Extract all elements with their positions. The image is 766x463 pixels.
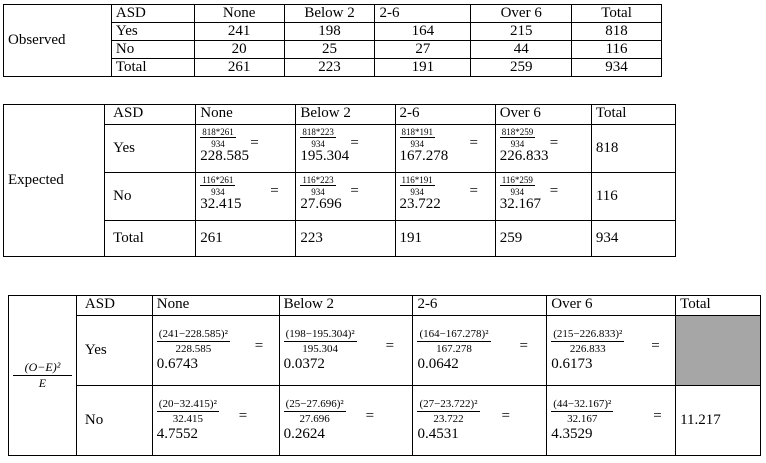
fraction: $\frac{\text{(198−195.304)²}}{195.304}$ xyxy=(285,328,355,355)
cell-value: 20 xyxy=(194,41,284,59)
fraction: $\frac{818*259}{934}$ xyxy=(501,127,534,149)
fraction: $\frac{\text{(20−32.415)²}}{32.415}$ xyxy=(158,398,217,425)
expected-cell xyxy=(196,173,296,221)
row-total: 116 xyxy=(591,173,675,221)
equals-sign: = xyxy=(549,183,559,199)
chi-value: 4.3529 xyxy=(551,426,593,442)
cell-value: 27 xyxy=(375,41,471,59)
equals-sign: = xyxy=(350,183,359,199)
cell-value: 934 xyxy=(572,59,662,77)
expected-value: 32.167 xyxy=(499,196,541,212)
equals-sign: = xyxy=(501,408,510,424)
header-total: Total xyxy=(591,105,675,125)
equals-sign: = xyxy=(270,183,279,199)
header-below-2: Below 2 xyxy=(296,105,395,125)
observed-label: Observed xyxy=(4,5,112,77)
cell-value: 259 xyxy=(495,221,591,257)
header-2-6: 2-6 xyxy=(395,105,495,125)
equals-sign: = xyxy=(651,338,660,354)
row-total: 818 xyxy=(591,125,675,173)
chi-square-total: 11.217 xyxy=(676,386,761,456)
equals-sign: = xyxy=(469,135,479,151)
header-over-6: Over 6 xyxy=(471,5,572,23)
equals-sign: = xyxy=(350,135,359,151)
chi-cell xyxy=(413,316,547,386)
header-below-2: Below 2 xyxy=(279,296,413,316)
header-2-6: 2-6 xyxy=(413,296,547,316)
cell-value: 223 xyxy=(284,59,375,77)
cell-value: 116 xyxy=(572,41,662,59)
chi-cell xyxy=(547,386,676,456)
expected-cell xyxy=(495,125,591,173)
expected-cell xyxy=(296,173,395,221)
equals-sign: = xyxy=(549,135,559,151)
expected-cell xyxy=(395,125,495,173)
row-label-total: Total xyxy=(105,221,196,257)
expected-cell xyxy=(296,125,395,173)
cell-value: 215 xyxy=(471,23,572,41)
expected-value: 23.722 xyxy=(399,196,441,212)
expected-value: 195.304 xyxy=(300,148,350,164)
chi-value: 4.7552 xyxy=(156,426,199,442)
cell-value: 164 xyxy=(375,23,471,41)
header-none: None xyxy=(152,296,279,316)
expected-value: 32.415 xyxy=(200,196,242,212)
chi-cell xyxy=(547,316,676,386)
fraction: $\frac{\text{(215−226.833)²}}{226.833}$ xyxy=(553,328,623,355)
equals-sign: = xyxy=(385,338,395,354)
chi-value: 0.2624 xyxy=(283,426,325,442)
chi-value: 0.6743 xyxy=(156,356,199,372)
equals-sign: = xyxy=(519,338,528,354)
cell-value: 191 xyxy=(375,59,471,77)
header-none: None xyxy=(194,5,284,23)
cell-value: 191 xyxy=(395,221,495,257)
header-total: Total xyxy=(572,5,662,23)
cell-value: 934 xyxy=(591,221,675,257)
row-label-no: No xyxy=(76,386,152,456)
row-label-yes: Yes xyxy=(76,316,152,386)
header-over-6: Over 6 xyxy=(495,105,591,125)
fraction: $\frac{\text{(25−27.696)²}}{27.696}$ xyxy=(285,398,344,425)
header-over-6: Over 6 xyxy=(547,296,676,316)
chi-formula xyxy=(9,296,77,456)
expected-value: 167.278 xyxy=(399,148,449,164)
row-label-no: No xyxy=(111,41,194,59)
cell-value: 44 xyxy=(471,41,572,59)
row-label-yes: Yes xyxy=(105,125,196,173)
expected-value: 27.696 xyxy=(300,196,342,212)
cell-value: 261 xyxy=(194,59,284,77)
fraction: $\frac{\text{(241−228.585)²}}{228.585}$ xyxy=(158,328,228,355)
fraction: $\frac{818*261}{934}$ xyxy=(202,127,234,149)
cell-value: 818 xyxy=(572,23,662,41)
chi-value: 0.4531 xyxy=(417,426,459,442)
chi-cell xyxy=(279,386,413,456)
cell-value: 25 xyxy=(284,41,375,59)
header-none: None xyxy=(196,105,296,125)
fraction: $\frac{\text{(27−23.722)²}}{23.722}$ xyxy=(419,398,478,425)
chi-cell xyxy=(152,386,279,456)
expected-cell xyxy=(196,125,296,173)
chi-value: 0.0372 xyxy=(283,356,325,372)
chi-cell xyxy=(413,386,547,456)
chi-cell xyxy=(152,316,279,386)
header-asd: ASD xyxy=(105,105,196,125)
chi-square-table xyxy=(8,295,761,456)
fraction: $\frac{116*261}{934}$ xyxy=(202,175,234,197)
expected-value: 228.585 xyxy=(200,148,250,164)
cell-value: 223 xyxy=(296,221,395,257)
expected-label: Expected xyxy=(4,105,105,257)
expected-cell xyxy=(395,173,495,221)
expected-value: 226.833 xyxy=(499,148,549,164)
expected-table xyxy=(3,104,676,257)
cell-value: 259 xyxy=(471,59,572,77)
header-below-2: Below 2 xyxy=(284,5,375,23)
fraction: $\frac{116*191}{934}$ xyxy=(401,175,433,197)
fraction: $\frac{116*259}{934}$ xyxy=(501,175,533,197)
fraction: $\frac{116*223}{934}$ xyxy=(302,175,334,197)
cell-value: 241 xyxy=(194,23,284,41)
equals-sign: = xyxy=(469,183,479,199)
fraction: $\frac{\text{(164−167.278)²}}{167.278}$ xyxy=(419,328,489,355)
equals-sign: = xyxy=(254,338,264,354)
row-label-yes: Yes xyxy=(111,23,194,41)
chi-value: 0.0642 xyxy=(417,356,459,372)
header-asd: ASD xyxy=(111,5,194,23)
cell-value: 261 xyxy=(196,221,296,257)
formula-denominator: E xyxy=(38,376,47,390)
observed-table xyxy=(3,4,662,77)
chi-value: 0.6173 xyxy=(551,356,593,372)
expected-cell xyxy=(495,173,591,221)
formula-numerator: (O−E)² xyxy=(13,360,72,376)
equals-sign: = xyxy=(250,135,259,151)
row-label-no: No xyxy=(105,173,196,221)
fraction: $\frac{818*223}{934}$ xyxy=(302,127,334,149)
fraction: $\frac{818*191}{934}$ xyxy=(401,127,434,149)
fraction: $\frac{\text{(44−32.167)²}}{32.167}$ xyxy=(553,398,612,425)
equals-sign: = xyxy=(238,408,248,424)
equals-sign: = xyxy=(365,408,375,424)
row-label-total: Total xyxy=(111,59,194,77)
header-2-6: 2-6 xyxy=(375,5,471,23)
cell-value: 198 xyxy=(284,23,375,41)
equals-sign: = xyxy=(653,408,662,424)
header-asd: ASD xyxy=(76,296,152,316)
chi-cell xyxy=(279,316,413,386)
empty-grey-cell xyxy=(676,316,761,386)
header-total: Total xyxy=(676,296,761,316)
